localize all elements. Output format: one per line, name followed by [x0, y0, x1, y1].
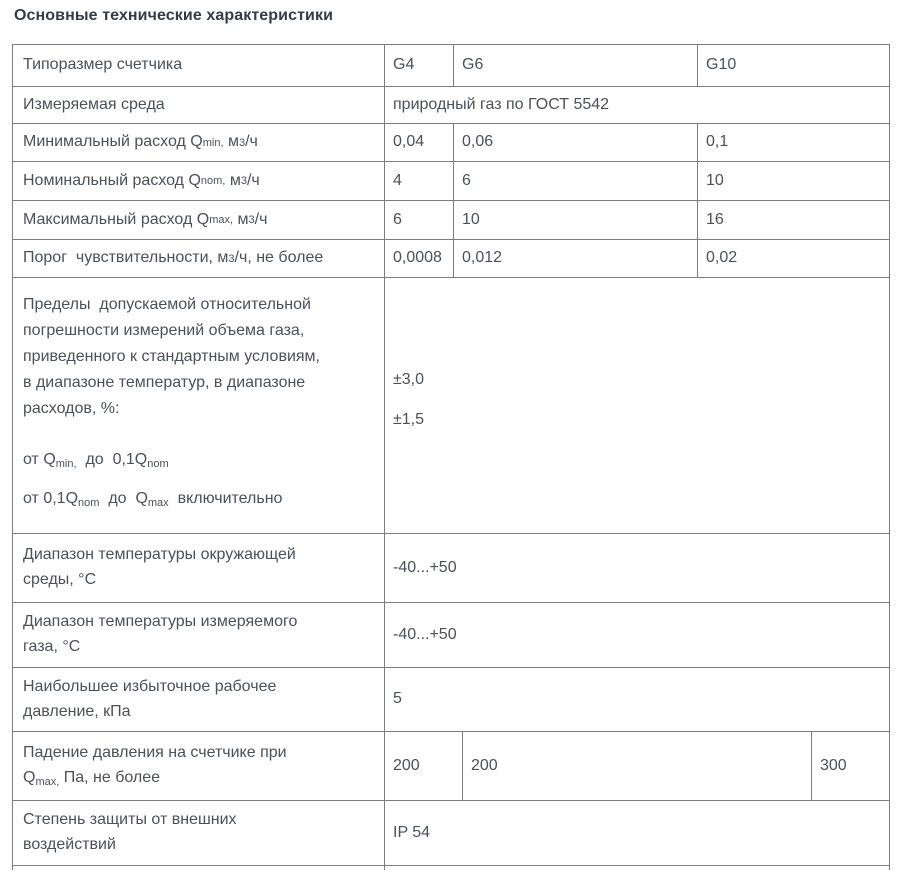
limits-range-1: от $Q_{min,}$ до $0,1Q_{nom}$ — [23, 451, 169, 470]
row-pressure-drop-value-g6: 200 — [462, 732, 811, 800]
row-qmin-value-g4: 0,04 — [384, 124, 453, 161]
row-pressure-value: 5 — [384, 668, 889, 731]
row-qmin-value-g10: 0,1 — [697, 124, 889, 161]
limits-description: Пределы допускаемой относительной погрешности измерений объема газа, приведенного к стандартным условиям, в диапазоне температур, в диапазоне расходов, %: — [23, 296, 320, 417]
row-ambient-temp — [13, 534, 889, 603]
row-qmax — [13, 201, 889, 240]
row-medium-value: природный газ по ГОСТ 5542 — [384, 87, 889, 123]
row-partial-label — [13, 866, 384, 870]
row-gas-temp-value: -40...+50 — [384, 603, 889, 667]
limits-value-1: ±3,0 — [393, 371, 425, 388]
row-size — [13, 45, 889, 87]
row-qmin — [13, 124, 889, 162]
row-qmax-value-g6: 10 — [453, 201, 697, 239]
row-size-label: Типоразмер счетчика — [23, 56, 183, 74]
row-pressure-drop-value-g10: 300 — [811, 732, 889, 800]
row-pressure-drop-value-g4: 200 — [384, 732, 462, 800]
row-gas-temp-label: Диапазон температуры измеряемого газа, °С — [23, 613, 298, 655]
row-qnom-value-g4: 4 — [384, 162, 453, 200]
row-size-value-g4: G4 — [384, 45, 453, 86]
row-pressure-drop — [13, 732, 889, 801]
row-qnom — [13, 162, 889, 201]
row-threshold-value-g6: 0,012 — [453, 240, 697, 277]
row-threshold-value-g4: 0,0008 — [384, 240, 453, 277]
row-qnom-value-g6: 6 — [453, 162, 697, 200]
row-qmax-label: Максимальный расход Q max, м 3 /ч — [23, 210, 268, 228]
row-qnom-value-g10: 10 — [697, 162, 889, 200]
row-ambient-temp-value: -40...+50 — [384, 534, 889, 602]
row-qmax-value-g4: 6 — [384, 201, 453, 239]
row-partial-value — [384, 866, 889, 870]
row-protection-label: Степень защиты от внешних воздействий — [23, 811, 237, 853]
row-pressure-drop-label: Падение давления на счетчике при $Q_{max,}$ Па, не более — [23, 744, 287, 788]
row-size-value-g10: G10 — [697, 45, 889, 86]
specs-table — [12, 44, 890, 870]
row-limits-values — [384, 278, 889, 533]
limits-value-2: ±1,5 — [393, 411, 425, 428]
row-medium-label: Измеряемая среда — [23, 95, 165, 113]
row-pressure-label: Наибольшее избыточное рабочее давление, кПа — [23, 677, 277, 720]
page-title: Основные технические характеристики — [14, 7, 334, 24]
row-qnom-label: Номинальный расход Q nom, м 3 /ч — [23, 171, 260, 189]
row-medium — [13, 87, 889, 124]
row-size-value-g6: G6 — [453, 45, 697, 86]
row-qmin-value-g6: 0,06 — [453, 124, 697, 161]
row-threshold — [13, 240, 889, 278]
row-limits — [13, 278, 889, 534]
row-limits-label — [13, 278, 384, 533]
row-ambient-temp-label: Диапазон температуры окружающей среды, °С — [23, 546, 296, 588]
row-threshold-label: Порог чувствительности, м 3 /ч, не более — [23, 249, 324, 267]
row-qmin-label: Минимальный расход Q min, м 3 /ч — [23, 133, 258, 151]
row-threshold-value-g10: 0,02 — [697, 240, 889, 277]
row-protection — [13, 801, 889, 866]
limits-range-2: от $0,1Q_{nom}$ до $Q_{max}$ включительно — [23, 490, 283, 509]
row-partial — [13, 866, 889, 870]
row-qmax-value-g10: 16 — [697, 201, 889, 239]
row-pressure — [13, 668, 889, 732]
row-gas-temp — [13, 603, 889, 668]
row-protection-value: IP 54 — [384, 801, 889, 865]
